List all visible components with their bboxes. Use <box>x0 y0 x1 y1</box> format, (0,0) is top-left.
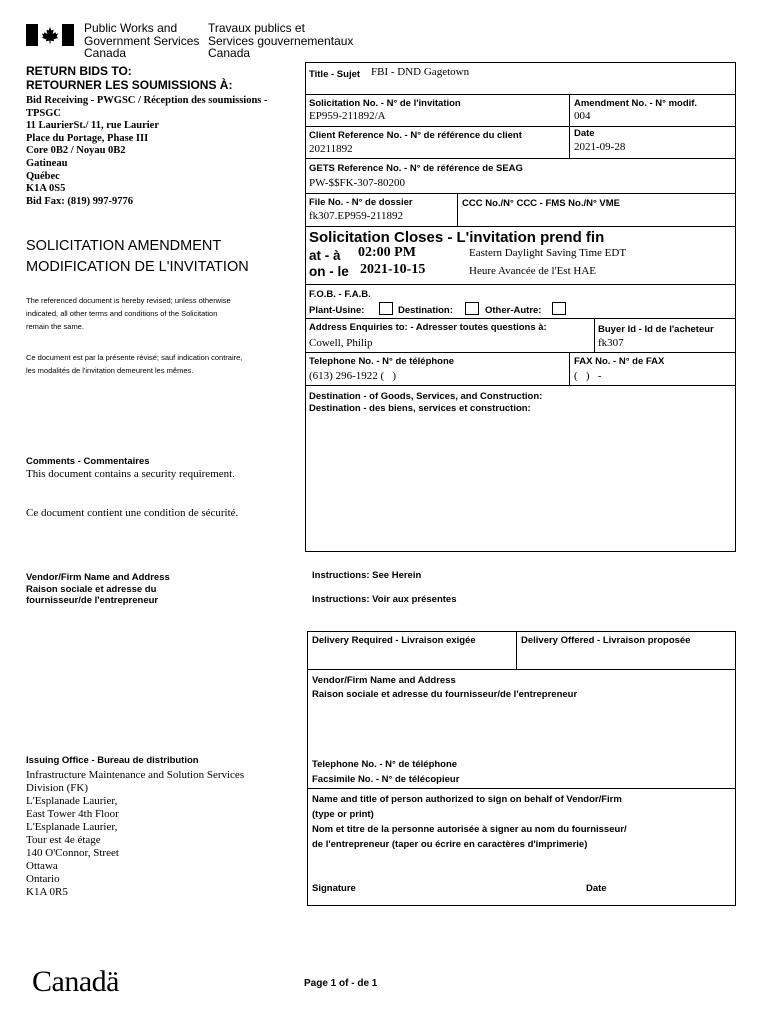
timezone-en: Eastern Daylight Saving Time EDT <box>469 247 627 259</box>
destination-goods-label: Destination - of Goods, Services, and Construction: Destination - des biens, services et construction: <box>309 391 543 414</box>
maple-leaf-icon <box>41 26 59 44</box>
comments-label: Comments - Commentaires <box>26 456 150 467</box>
vendor-facsimile-label: Facsimile No. - N° de télécopieur <box>312 774 460 785</box>
signature-date-label: Date <box>586 883 607 894</box>
gets-reference-value: PW-$$FK-307-80200 <box>309 177 405 189</box>
department-name-fr: Travaux publics et Services gouvernementaux Canada <box>208 21 354 60</box>
file-number-label: File No. - N° de dossier <box>309 197 413 208</box>
title-label: Title - Sujet <box>309 69 361 80</box>
canada-wordmark: Canadä <box>32 965 119 998</box>
authorized-person-label: Name and title of person authorized to sign on behalf of Vendor/Firm (type or print) Nom et titre de la personne autorisée à signer au nom du fournisseur/ de l'entrepreneur (taper ou écrire en caractères d'imprimerie) <box>312 794 627 850</box>
government-flag-logo <box>26 24 74 46</box>
instructions-en: Instructions: See Herein <box>312 570 422 581</box>
address-enquiries-value: Cowell, Philip <box>309 337 373 349</box>
amendment-note-fr: Ce document est par la présente révisé; sauf indication contraire, les modalités de l'invitation demeurent les mêmes. <box>26 353 243 375</box>
vendor-left-label: Vendor/Firm Name and Address Raison sociale et adresse du fournisseur/de l'entrepreneur <box>26 572 170 606</box>
signature-label: Signature <box>312 883 356 894</box>
vendor-telephone-label: Telephone No. - N° de téléphone <box>312 759 458 770</box>
other-label: Other-Autre: <box>485 305 542 316</box>
amendment-number-label: Amendment No. - N° modif. <box>574 98 698 109</box>
amendment-note-en: The referenced document is hereby revised; unless otherwise indicated, all other terms and conditions of the Solicitation remain the same. <box>26 296 231 331</box>
plant-checkbox[interactable] <box>379 302 393 315</box>
issuing-office-label: Issuing Office - Bureau de distribution <box>26 755 199 766</box>
delivery-required-label: Delivery Required - Livraison exigée <box>312 635 476 646</box>
address-enquiries-label: Address Enquiries to: - Adresser toutes questions à: <box>309 322 547 333</box>
solicitation-number-value: EP959-211892/A <box>309 110 386 122</box>
return-bids-title: RETURN BIDS TO: RETOURNER LES SOUMISSIONS À: <box>26 64 233 92</box>
amendment-number-value: 004 <box>574 110 591 122</box>
department-name-en: Public Works and Government Services Canada <box>84 21 200 60</box>
delivery-offered-label: Delivery Offered - Livraison proposée <box>521 635 691 646</box>
timezone-fr: Heure Avancée de l'Est HAE <box>469 265 597 277</box>
destination-checkbox[interactable] <box>465 302 479 315</box>
other-checkbox[interactable] <box>552 302 566 315</box>
instructions-fr: Instructions: Voir aux présentes <box>312 594 457 605</box>
issuing-office-address: Infrastructure Maintenance and Solution Services Division (FK) L'Esplanade Laurier, East Tower 4th Floor L'Esplanade Laurier, Tour est 4e étage 140 O'Connor, Street Ottawa Ontario K1A 0R5 <box>26 769 245 898</box>
ccc-number-label: CCC No./N° CCC - FMS No./N° VME <box>462 198 621 209</box>
client-reference-value: 20211892 <box>309 143 353 155</box>
comments-text-fr: Ce document contient une condition de sécurité. <box>26 507 239 519</box>
on-label: on - le <box>309 264 349 279</box>
telephone-value: (613) 296-1922 ( ) <box>309 370 397 382</box>
comments-text-en: This document contains a security requirement. <box>26 468 235 480</box>
file-number-value: fk307.EP959-211892 <box>309 210 404 222</box>
fax-value: ( ) - <box>574 370 602 382</box>
solicitation-closes-title: Solicitation Closes - L'invitation prend fin <box>309 229 605 246</box>
fax-label: FAX No. - N° de FAX <box>574 356 665 367</box>
telephone-label: Telephone No. - N° de téléphone <box>309 356 455 367</box>
gets-reference-label: GETS Reference No. - N° de référence de SEAG <box>309 163 523 174</box>
plant-label: Plant-Usine: <box>309 305 365 316</box>
return-bids-address: Bid Receiving - PWGSC / Réception des soumissions - TPSGC 11 LaurierSt./ 11, rue Laurier Place du Portage, Phase III Core 0B2 / Noyau 0B2 Gatineau Québec K1A 0S5 Bid Fax: (819) 997-9776 <box>26 95 268 207</box>
fob-label: F.O.B. - F.A.B. <box>309 289 371 300</box>
client-reference-label: Client Reference No. - N° de référence du client <box>309 130 522 141</box>
date-value: 2021-09-28 <box>574 141 626 153</box>
closing-time-value: 02:00 PM <box>358 245 416 260</box>
date-label: Date <box>574 128 595 139</box>
vendor-name-label: Vendor/Firm Name and Address Raison sociale et adresse du fournisseur/de l'entrepreneur <box>312 675 578 700</box>
amendment-title: SOLICITATION AMENDMENT MODIFICATION DE L'INVITATION <box>26 238 249 275</box>
destination-label: Destination: <box>398 305 453 316</box>
buyer-id-value: fk307 <box>598 337 624 349</box>
solicitation-number-label: Solicitation No. - N° de l'invitation <box>309 98 461 109</box>
title-value: FBI - DND Gagetown <box>371 66 470 78</box>
buyer-id-label: Buyer Id - Id de l'acheteur <box>598 324 714 335</box>
closing-date-value: 2021-10-15 <box>360 262 426 277</box>
at-label: at - à <box>309 248 341 263</box>
page-number: Page 1 of - de 1 <box>304 978 378 989</box>
